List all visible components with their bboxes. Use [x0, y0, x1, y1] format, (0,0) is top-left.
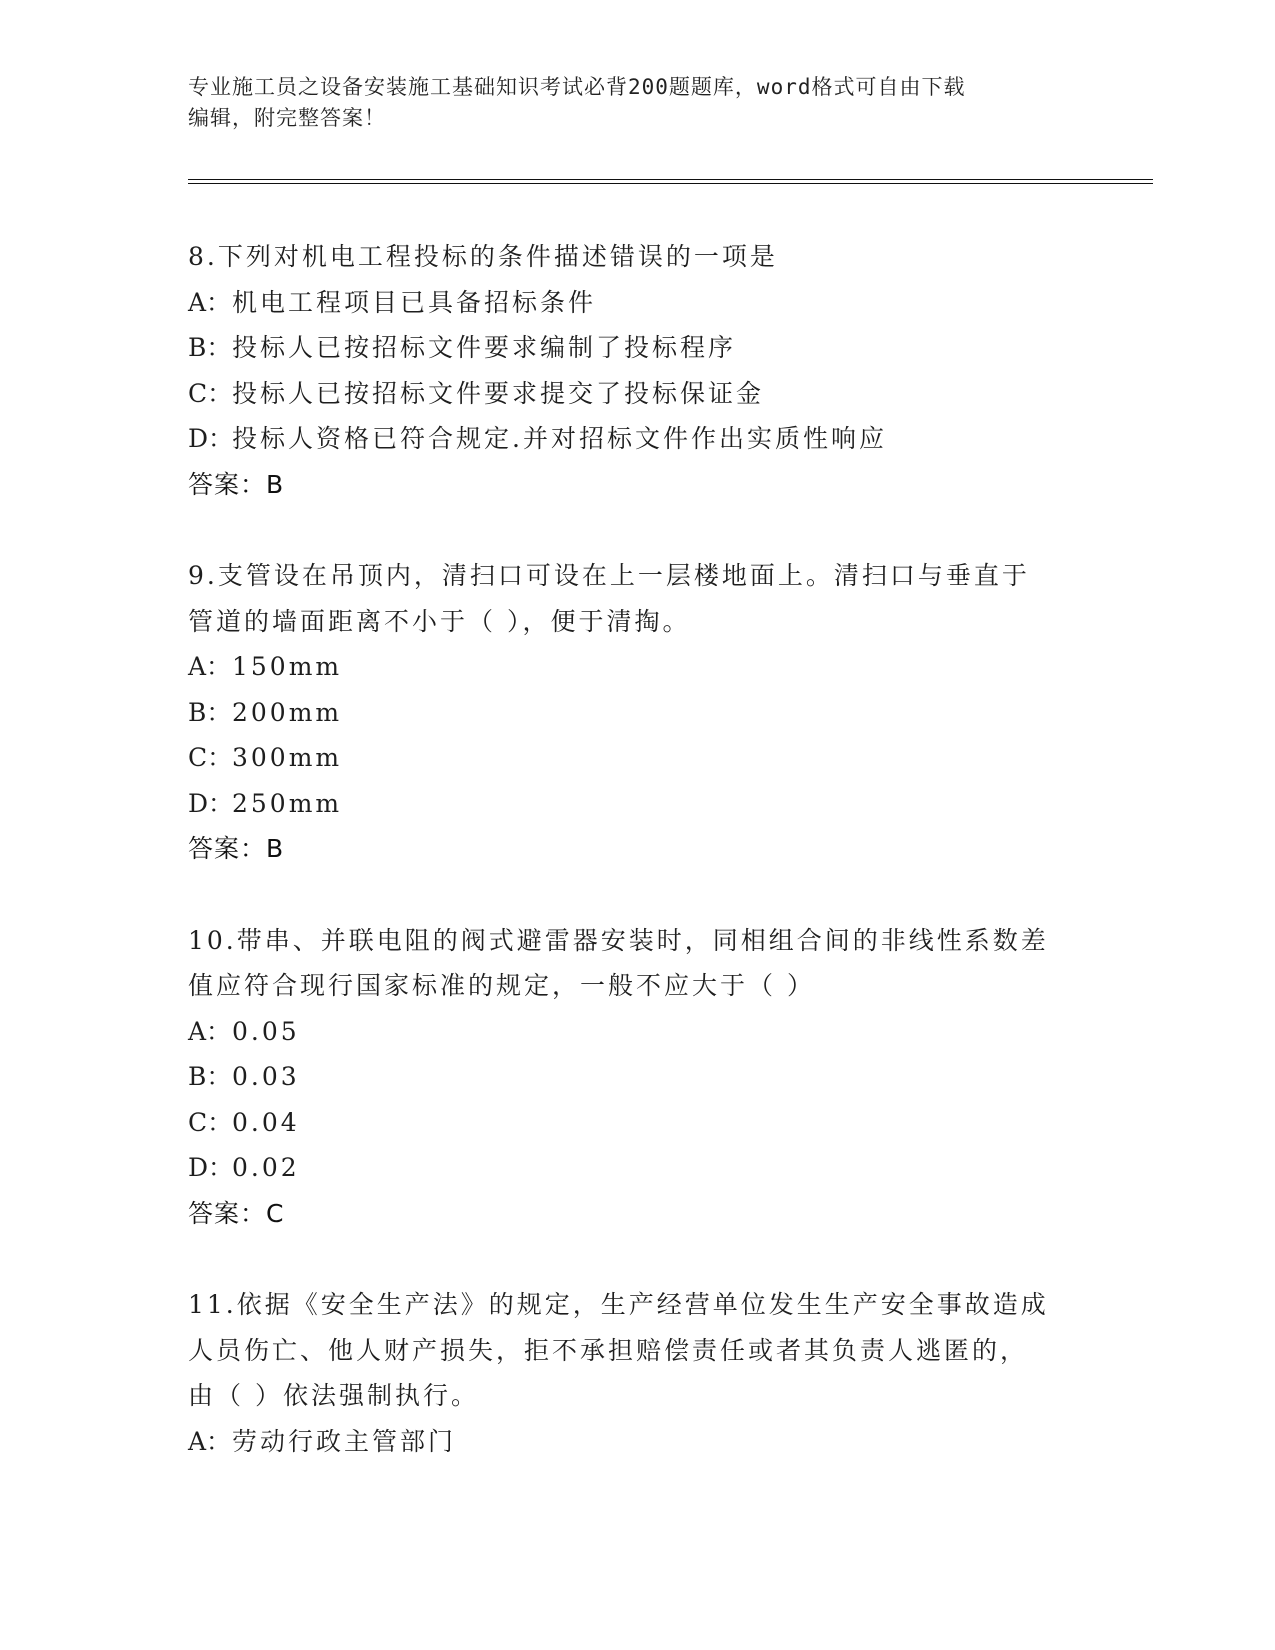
option-d [188, 781, 1148, 827]
option-c [188, 735, 1148, 781]
option-letter: A： [188, 1016, 232, 1046]
question-10 [188, 918, 1148, 1237]
option-letter: B： [188, 333, 232, 362]
option-a [188, 644, 1148, 690]
option-c [188, 371, 1148, 417]
option-text: 0.03 [232, 1062, 300, 1091]
option-d [188, 416, 1148, 462]
option-text: 200mm [232, 697, 343, 727]
option-text: 0.02 [232, 1153, 300, 1182]
question-stem: 9.支管设在吊顶内，清扫口可设在上一层楼地面上。清扫口与垂直于 [188, 561, 1030, 590]
question-stem: 11.依据《安全生产法》的规定，生产经营单位发生生产安全事故造成 [188, 1290, 1049, 1319]
option-letter: D： [188, 1153, 234, 1182]
option-a [188, 1419, 1148, 1465]
option-letter: D： [188, 788, 234, 818]
question-stem: 管道的墙面距离不小于（ ），便于清掏。 [188, 606, 691, 636]
answer-line: 答案：B [188, 469, 285, 499]
option-letter: A： [188, 652, 232, 681]
question-stem: 人员伤亡、他人财产损失，拒不承担赔偿责任或者其负责人逃匿的， [188, 1335, 1029, 1365]
option-b [188, 1054, 1148, 1100]
question-stem: 由（ ）依法强制执行。 [188, 1381, 479, 1410]
option-b [188, 325, 1148, 371]
option-letter: B： [188, 1062, 232, 1091]
option-b [188, 690, 1148, 736]
option-d [188, 1145, 1148, 1191]
option-letter: C： [188, 743, 233, 772]
option-letter: B： [188, 697, 232, 727]
question-11 [188, 1282, 1148, 1464]
question-stem: 8.下列对机电工程投标的条件描述错误的一项是 [188, 242, 778, 271]
header-divider [188, 183, 1153, 184]
question-8 [188, 234, 1148, 507]
option-letter: C： [188, 378, 233, 408]
question-stem: 值应符合现行国家标准的规定，一般不应大于（ ） [188, 971, 815, 1000]
question-9 [188, 553, 1148, 872]
option-c [188, 1100, 1148, 1146]
option-letter: D： [188, 424, 234, 453]
option-text: 250mm [232, 788, 343, 818]
option-a [188, 280, 1148, 326]
header-divider [188, 179, 1153, 180]
option-letter: A： [188, 1426, 232, 1456]
document-header [188, 72, 1088, 134]
option-a [188, 1009, 1148, 1055]
header-line: 编辑，附完整答案！ [188, 106, 386, 130]
answer-line: 答案：B [188, 834, 285, 863]
question-stem: 10.带串、并联电阻的阀式避雷器安装时，同相组合间的非线性系数差 [188, 925, 1049, 955]
option-text: 0.04 [232, 1107, 300, 1137]
option-text: 0.05 [232, 1016, 300, 1046]
option-text: 150mm [232, 652, 343, 681]
header-line: 专业施工员之设备安装施工基础知识考试必背200题题库，word格式可自由下载 [188, 75, 966, 99]
question-list [188, 234, 1148, 1510]
option-text: 投标人已按招标文件要求提交了投标保证金 [232, 378, 765, 408]
option-letter: C： [188, 1107, 233, 1137]
answer-line: 答案：C [188, 1198, 285, 1228]
option-text: 300mm [232, 743, 343, 772]
option-text: 投标人已按招标文件要求编制了投标程序 [232, 333, 737, 362]
option-text: 劳动行政主管部门 [232, 1426, 457, 1456]
option-letter: A： [188, 287, 232, 317]
option-text: 机电工程项目已具备招标条件 [232, 287, 597, 317]
option-text: 投标人资格已符合规定.并对招标文件作出实质性响应 [232, 424, 887, 453]
